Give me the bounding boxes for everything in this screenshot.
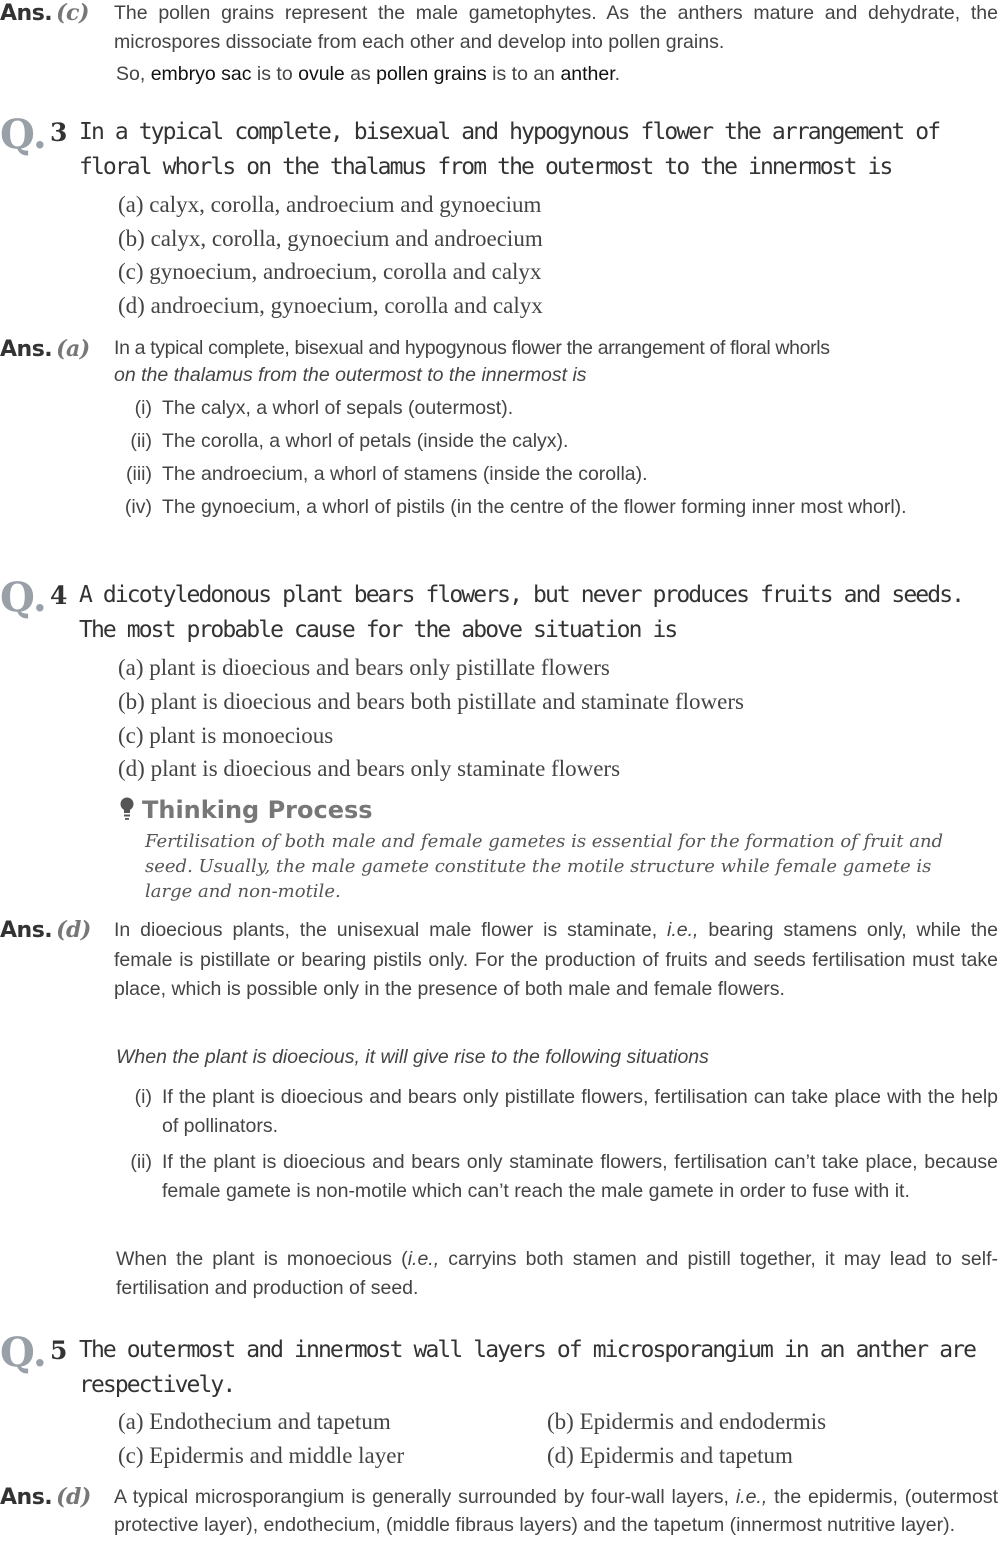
option-a: (a) Endothecium and tapetum [118,1409,391,1434]
answer-letter: (d) [56,917,91,943]
option-d: (d) Epidermis and tapetum [547,1443,793,1468]
answer-paragraph-3: When the plant is monoecious (i.e., carryins both stamen and pistill together, it may lead to self-fertilisation and production of seed. [116,1248,998,1299]
option-a: (a) calyx, corolla, androecium and gynoecium [118,192,542,217]
answer-label: Ans. (d) [0,1484,91,1510]
list-item: (ii) The corolla, a whorl of petals (inside the calyx). [130,430,569,452]
list-item: (iii) The androecium, a whorl of stamens (inside the corolla). [126,463,648,485]
answer-intro: In a typical complete, bisexual and hypogynous flower the arrangement of floral whorls [114,337,830,359]
question-mark: Q. [0,1329,47,1376]
thinking-process-heading: Thinking Process [118,795,373,824]
answer-letter: (c) [56,0,89,26]
option-d: (d) plant is dioecious and bears only staminate flowers [118,756,621,781]
question-mark: Q. [0,574,47,621]
answer-letter: (d) [56,1484,91,1510]
list-item: (i) If the plant is dioecious and bears only pistillate flowers, fertilisation can take place with the help of pollinators. [134,1086,998,1137]
question-text: A dicotyledonous plant bears flowers, but never produces fruits and seeds. The most probable cause for the above situation is [79,582,964,643]
question-number: 3 [50,118,68,147]
list-item: (ii) If the plant is dioecious and bears only staminate flowers, fertilisation can’t take place, because female gamete is non-motile which can’t reach the male gamete in order to fuse with it. [130,1151,998,1202]
answer-text: The pollen grains represent the male gametophytes. As the anthers mature and dehydrate, the microspores dissociate from each other and develop into pollen grains. [114,2,998,53]
thinking-process-text: Fertilisation of both male and female gametes is essential for the formation of fruit and seed. Usually, the male gamete constitute the motile structure while female gamete is large and non-motile. [145,831,944,902]
question-number: 4 [50,581,68,610]
lightbulb-icon [118,795,136,821]
option-b: (b) Epidermis and endodermis [547,1409,827,1434]
option-b: (b) calyx, corolla, gynoecium and androecium [118,226,543,251]
answer-label: Ans. (d) [0,917,91,943]
option-c: (c) plant is monoecious [118,723,334,748]
question-text: The outermost and innermost wall layers of microsporangium in an anther are respectively. [79,1337,976,1398]
question-number: 5 [50,1336,68,1365]
list-item: (iv) The gynoecium, a whorl of pistils (in the centre of the flower forming inner most whorl). [124,496,907,518]
answer-label: Ans. (a) [0,336,90,362]
list-item: (i) The calyx, a whorl of sepals (outermost). [134,397,514,419]
option-a: (a) plant is dioecious and bears only pistillate flowers [118,655,610,680]
option-c: (c) Epidermis and middle layer [118,1443,405,1468]
answer-text: A typical microsporangium is generally surrounded by four-wall layers, i.e., the epidermis, (outermost protective layer), endothecium, (middle fibraus layers) and the tapetum (innermost nutritive layer). [114,1486,998,1536]
answer-label: Ans. (c) [0,0,89,26]
option-c: (c) gynoecium, androecium, corolla and calyx [118,259,542,284]
answer-paragraph-1: In dioecious plants, the unisexual male flower is staminate, i.e., bearing stamens only, while the female is pistillate or bearing pistils only. For the production of fruits and seeds fertilisation must take place, which is possible only in the presence of both male and female flowers. [114,919,999,1000]
question-text: In a typical complete, bisexual and hypogynous flower the arrangement of floral whorls on the thalamus from the outermost to the innermost is [79,119,940,180]
question-mark: Q. [0,111,47,158]
answer-analogy: So, embryo sac is to ovule as pollen grains is to an anther. [116,63,621,85]
option-b: (b) plant is dioecious and bears both pistillate and staminate flowers [118,689,744,714]
option-d: (d) androecium, gynoecium, corolla and calyx [118,293,543,318]
answer-intro-cont: on the thalamus from the outermost to the innermost is [114,364,587,386]
answer-paragraph-2: When the plant is dioecious, it will give rise to the following situations [116,1046,709,1068]
answer-letter: (a) [56,336,90,362]
